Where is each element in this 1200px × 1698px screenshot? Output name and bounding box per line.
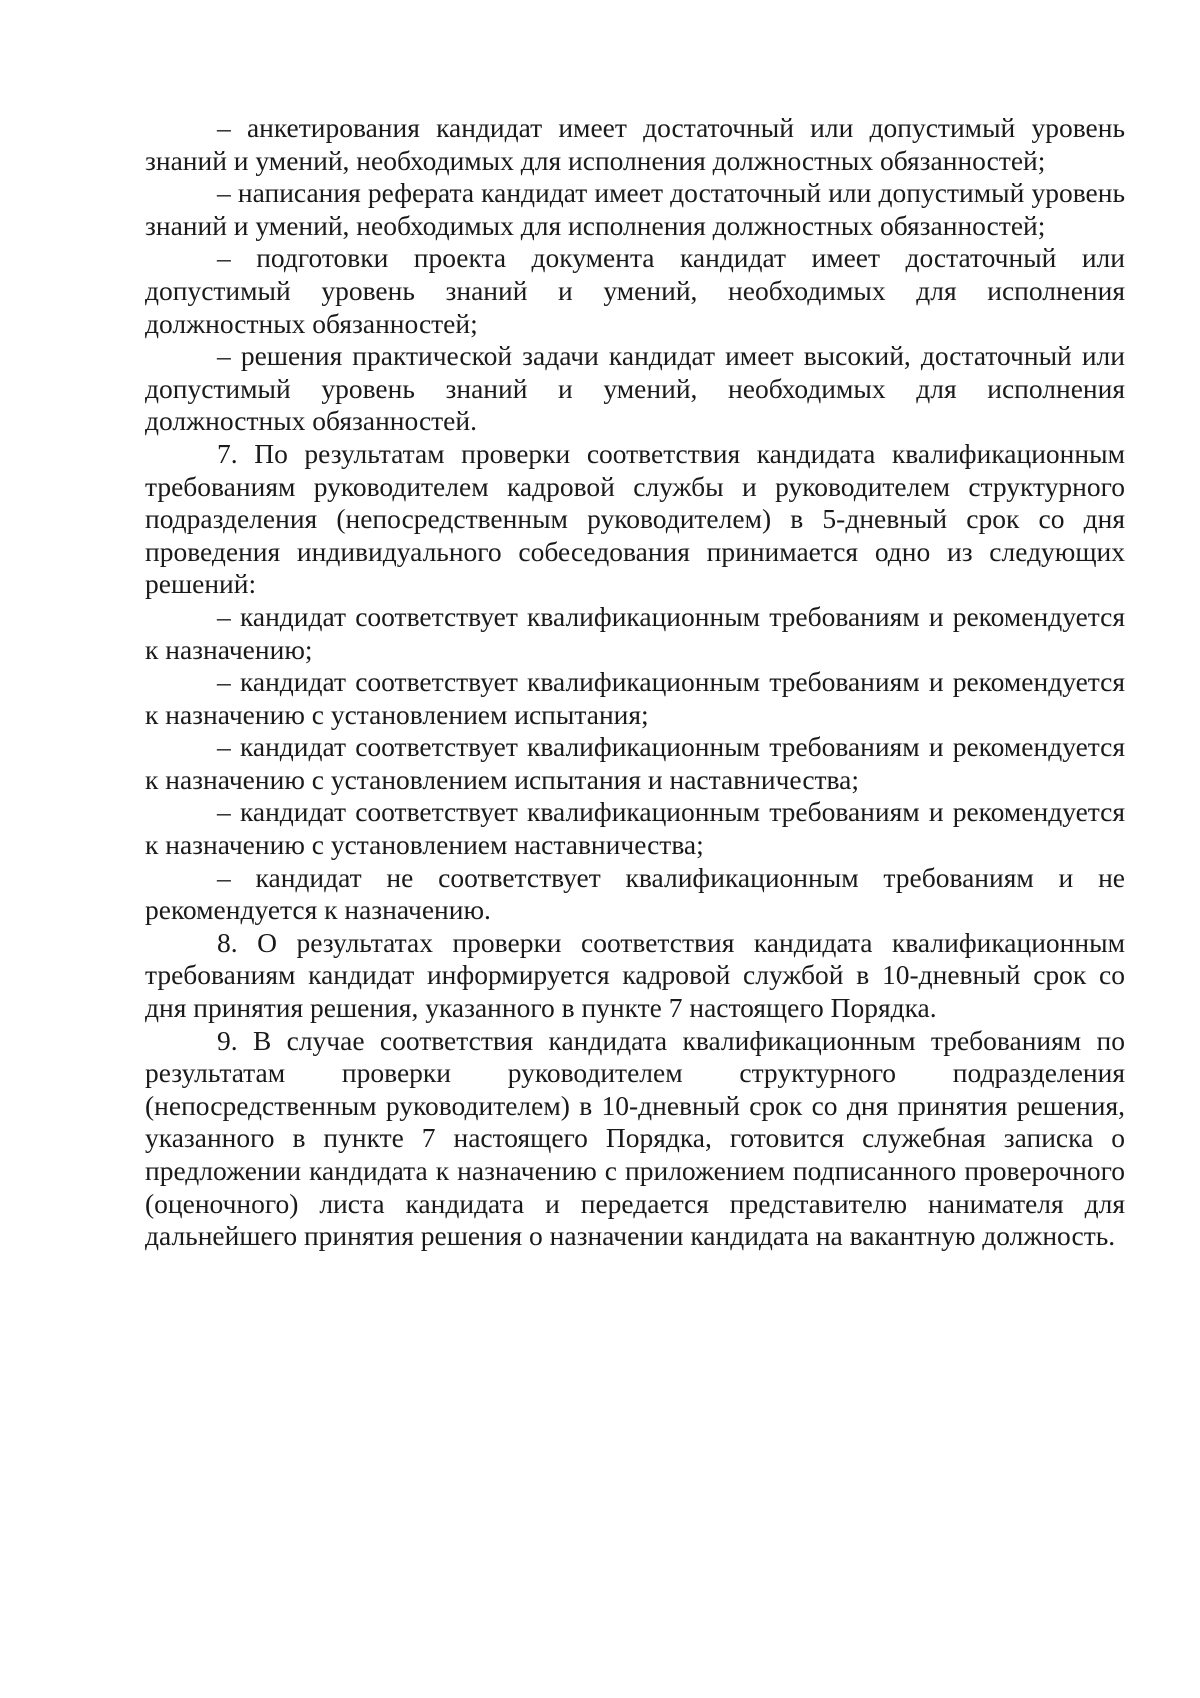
paragraph-clause-8: 8. О результатах проверки соответствия кандидата квалификационным требованиям кандидат информируется кадровой службой в 10-дневный срок со дня принятия решения, указанного в пункте 7 настоящего Порядка. <box>145 926 1125 1024</box>
paragraph-decision-5: – кандидат не соответствует квалификационным требованиям и не рекомендуется к назначению. <box>145 861 1125 926</box>
paragraph-practical-task: – решения практической задачи кандидат имеет высокий, достаточный или допустимый уровень знаний и умений, необходимых для исполнения должностных обязанностей. <box>145 340 1125 437</box>
paragraph-essay: – написания реферата кандидат имеет достаточный или допустимый уровень знаний и умений, необходимых для исполнения должностных обязанностей; <box>145 177 1125 241</box>
paragraph-decision-3: – кандидат соответствует квалификационным требованиям и рекомендуется к назначению с установлением испытания и наставничества; <box>145 731 1125 795</box>
paragraph-draft-document: – подготовки проекта документа кандидат имеет достаточный или допустимый уровень знаний и умений, необходимых для исполнения должностных обязанностей; <box>145 242 1125 339</box>
paragraph-decision-1: – кандидат соответствует квалификационным требованиям и рекомендуется к назначению; <box>145 600 1125 665</box>
paragraph-decision-4: – кандидат соответствует квалификационным требованиям и рекомендуется к назначению с установлением наставничества; <box>145 796 1125 861</box>
paragraph-clause-9: 9. В случае соответствия кандидата квалификационным требованиям по результатам проверки руководителем структурного подразделения (непосредственным руководителем) в 10-дневный срок со дня принятия решения, указанного в пункте 7 настоящего Порядка, готовится служебная записка о предложении кандидата к назначению с приложением подписанного проверочного (оценочного) листа кандидата и передается представителю нанимателя для дальнейшего принятия решения о назначении кандидата на вакантную должность. <box>145 1024 1125 1252</box>
document-body <box>145 112 1125 1253</box>
paragraph-survey: – анкетирования кандидат имеет достаточный или допустимый уровень знаний и умений, необходимых для исполнения должностных обязанностей; <box>145 112 1125 176</box>
paragraph-decision-2: – кандидат соответствует квалификационным требованиям и рекомендуется к назначению с установлением испытания; <box>145 666 1125 730</box>
paragraph-clause-7: 7. По результатам проверки соответствия кандидата квалификационным требованиям руководителем кадровой службы и руководителем структурного подразделения (непосредственным руководителем) в 5-дневный срок со дня проведения индивидуального собеседования принимается одно из следующих решений: <box>145 437 1125 600</box>
